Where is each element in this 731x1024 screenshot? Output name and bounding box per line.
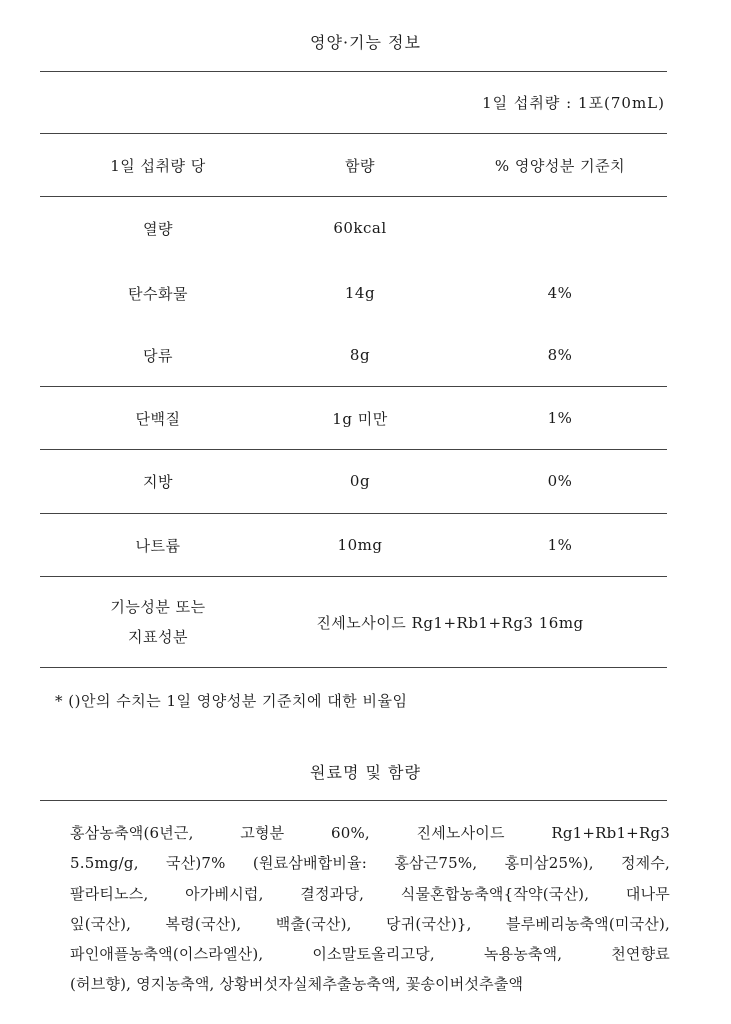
nutrient-name: 당류 xyxy=(143,346,173,365)
functional-label-line2: 지표성분 xyxy=(128,628,188,646)
serving-size: 1일 섭취량 : 1포(70mL) xyxy=(482,94,665,112)
ingredients-line: 5.5mg/g, 국산)7% (원료삼배합비율: 홍삼근75%, 홍미삼25%), 정제수, xyxy=(70,854,670,873)
table-row xyxy=(40,324,667,386)
nutrient-amount: 10mg xyxy=(337,536,383,554)
nutrient-percent: 0% xyxy=(547,472,573,490)
header-per-serving: 1일 섭취량 당 xyxy=(110,156,206,175)
nutrient-percent xyxy=(470,197,650,259)
ingredients-line: 잎(국산), 복령(국산), 백출(국산), 당귀(국산)}, 블루베리농축액(미국산), xyxy=(70,914,670,933)
nutrient-name: 나트륨 xyxy=(135,536,181,555)
nutrient-name: 단백질 xyxy=(135,409,181,428)
table-row xyxy=(40,262,667,324)
functional-label-line1: 기능성분 또는 xyxy=(110,598,206,616)
nutrient-amount: 14g xyxy=(344,284,376,302)
nutrient-amount: 60kcal xyxy=(333,219,387,237)
table-header-row xyxy=(40,134,667,196)
nutrient-amount: 0g xyxy=(349,472,371,490)
nutrient-percent: 1% xyxy=(547,536,573,554)
nutrient-amount: 1g 미만 xyxy=(332,409,388,428)
table-row xyxy=(40,197,667,259)
table-top-border xyxy=(40,71,667,72)
table-row xyxy=(40,387,667,449)
ingredients-line: 팔라티노스, 아가베시럽, 결정과당, 식물혼합농축액{작약(국산), 대나무 xyxy=(70,884,670,903)
nutrient-name: 탄수화물 xyxy=(128,284,188,303)
ingredients-divider xyxy=(40,800,667,801)
ingredients-line: 홍삼농축액(6년근, 고형분 60%, 진세노사이드 Rg1+Rb1+Rg3 xyxy=(70,824,670,842)
nutrition-title: 영양·기능 정보 xyxy=(310,33,421,52)
ingredients-title: 원료명 및 함량 xyxy=(310,763,421,782)
nutrient-name: 지방 xyxy=(143,472,173,491)
table-bottom-border xyxy=(40,667,667,668)
header-daily-value: % 영양성분 기준치 xyxy=(494,156,626,175)
ingredients-list xyxy=(70,818,670,1000)
footnote: * ()안의 수치는 1일 영양성분 기준치에 대한 비율임 xyxy=(55,692,408,710)
nutrient-name: 열량 xyxy=(143,219,173,238)
ingredients-line: 파인애플농축액(이스라엘산), 이소말토올리고당, 녹용농축액, 천연향료 xyxy=(70,945,670,964)
nutrient-percent: 4% xyxy=(547,284,573,302)
table-row xyxy=(40,514,667,576)
header-amount: 함량 xyxy=(345,156,375,175)
functional-value: 진세노사이드 Rg1+Rb1+Rg3 16mg xyxy=(316,613,584,632)
nutrient-amount: 8g xyxy=(349,346,371,364)
ingredients-line: (허브향), 영지농축액, 상황버섯자실체추출농축액, 꽃송이버섯추출액 xyxy=(70,975,524,994)
nutrient-percent: 8% xyxy=(547,346,573,364)
functional-label xyxy=(68,577,248,667)
functional-ingredient-row xyxy=(40,577,667,667)
table-row xyxy=(40,450,667,512)
nutrient-percent: 1% xyxy=(547,409,573,427)
